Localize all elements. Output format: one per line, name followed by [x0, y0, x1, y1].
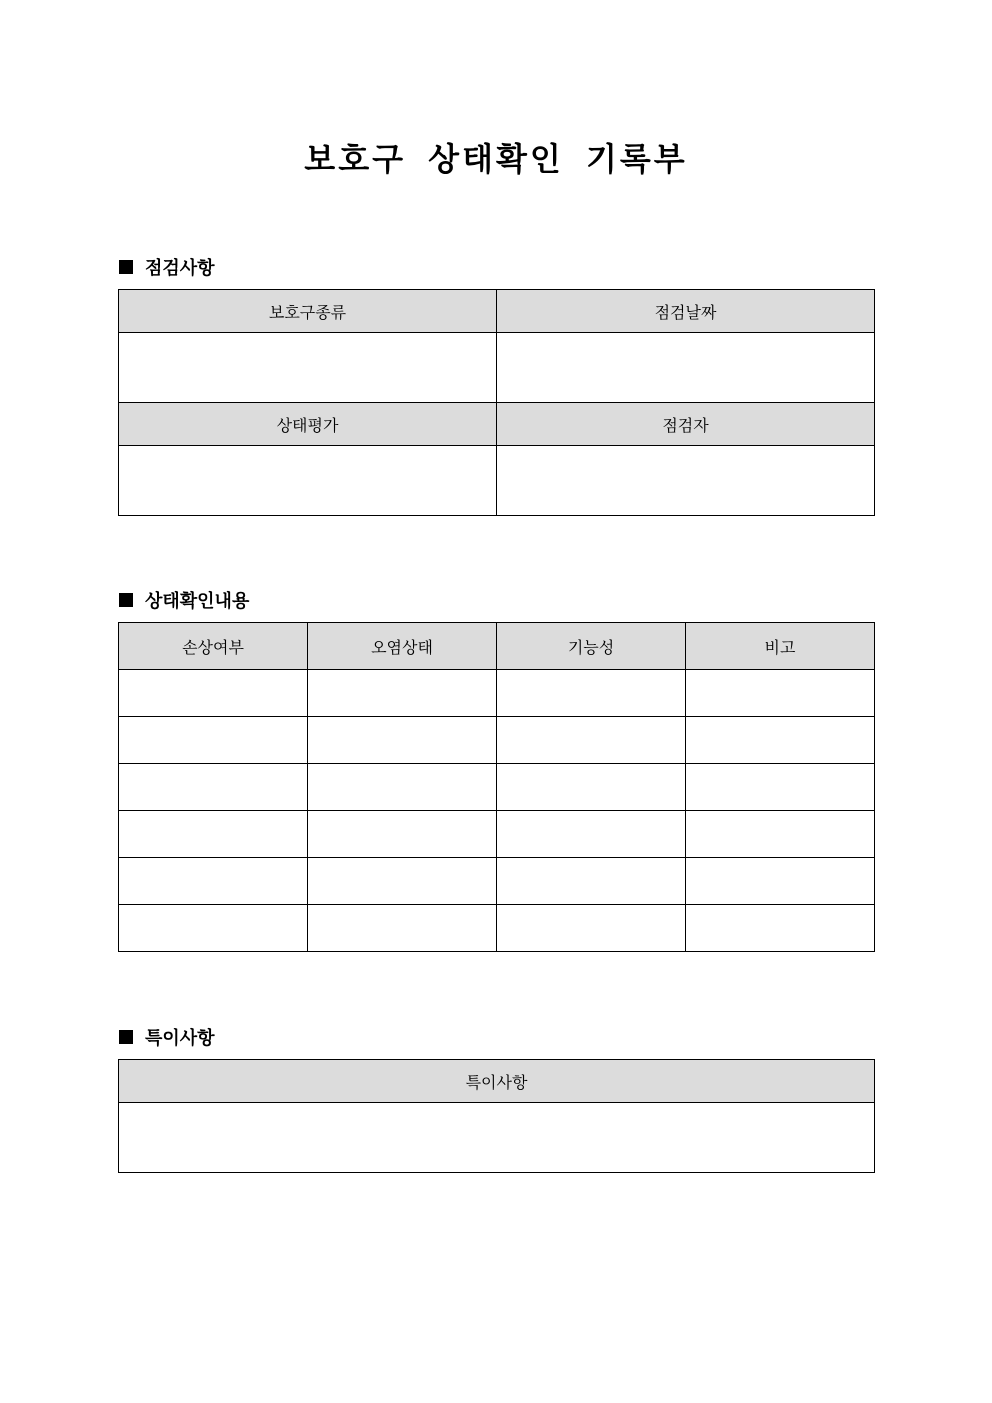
inspection-date-field[interactable]: [497, 333, 875, 403]
remarks-cell[interactable]: [686, 717, 875, 764]
inspection-date-header: 점검날짜: [497, 290, 875, 333]
ppe-type-header: 보호구종류: [119, 290, 497, 333]
column-header-damage: 손상여부: [119, 623, 308, 670]
damage-cell[interactable]: [119, 905, 308, 952]
remarks-header: 특이사항: [119, 1060, 875, 1103]
column-header-remarks: 비고: [686, 623, 875, 670]
remarks-field[interactable]: [119, 1103, 875, 1173]
functionality-cell[interactable]: [497, 858, 686, 905]
section-heading-remarks: [119, 1024, 215, 1050]
inspector-header: 점검자: [497, 403, 875, 446]
column-header-contamination: 오염상태: [308, 623, 497, 670]
section-heading-inspection: [119, 254, 215, 280]
condition-assessment-header: 상태평가: [119, 403, 497, 446]
functionality-cell[interactable]: [497, 717, 686, 764]
remarks-cell[interactable]: [686, 764, 875, 811]
section-heading-condition-check: [119, 587, 249, 613]
damage-cell[interactable]: [119, 858, 308, 905]
table-row: [119, 670, 875, 717]
functionality-cell[interactable]: [497, 905, 686, 952]
document-title: 보호구 상태확인 기록부: [304, 140, 688, 178]
table-row: [119, 905, 875, 952]
contamination-cell[interactable]: [308, 717, 497, 764]
functionality-cell[interactable]: [497, 670, 686, 717]
damage-cell[interactable]: [119, 670, 308, 717]
square-bullet-icon: [119, 1030, 133, 1044]
contamination-cell[interactable]: [308, 858, 497, 905]
functionality-cell[interactable]: [497, 811, 686, 858]
inspection-table: [118, 289, 875, 516]
functionality-cell[interactable]: [497, 764, 686, 811]
contamination-cell[interactable]: [308, 670, 497, 717]
section-heading-label: 특이사항: [145, 1028, 215, 1049]
table-row: [119, 717, 875, 764]
section-heading-label: 점검사항: [145, 258, 215, 279]
contamination-cell[interactable]: [308, 905, 497, 952]
table-row: [119, 811, 875, 858]
column-header-functionality: 기능성: [497, 623, 686, 670]
condition-check-table: [118, 622, 875, 952]
section-heading-label: 상태확인내용: [145, 591, 250, 612]
table-row: [119, 764, 875, 811]
condition-assessment-field[interactable]: [119, 446, 497, 516]
damage-cell[interactable]: [119, 717, 308, 764]
damage-cell[interactable]: [119, 811, 308, 858]
ppe-type-field[interactable]: [119, 333, 497, 403]
square-bullet-icon: [119, 593, 133, 607]
contamination-cell[interactable]: [308, 764, 497, 811]
remarks-cell[interactable]: [686, 858, 875, 905]
remarks-cell[interactable]: [686, 811, 875, 858]
remarks-table: [118, 1059, 875, 1173]
remarks-cell[interactable]: [686, 670, 875, 717]
inspector-field[interactable]: [497, 446, 875, 516]
contamination-cell[interactable]: [308, 811, 497, 858]
damage-cell[interactable]: [119, 764, 308, 811]
square-bullet-icon: [119, 260, 133, 274]
remarks-cell[interactable]: [686, 905, 875, 952]
table-row: [119, 858, 875, 905]
